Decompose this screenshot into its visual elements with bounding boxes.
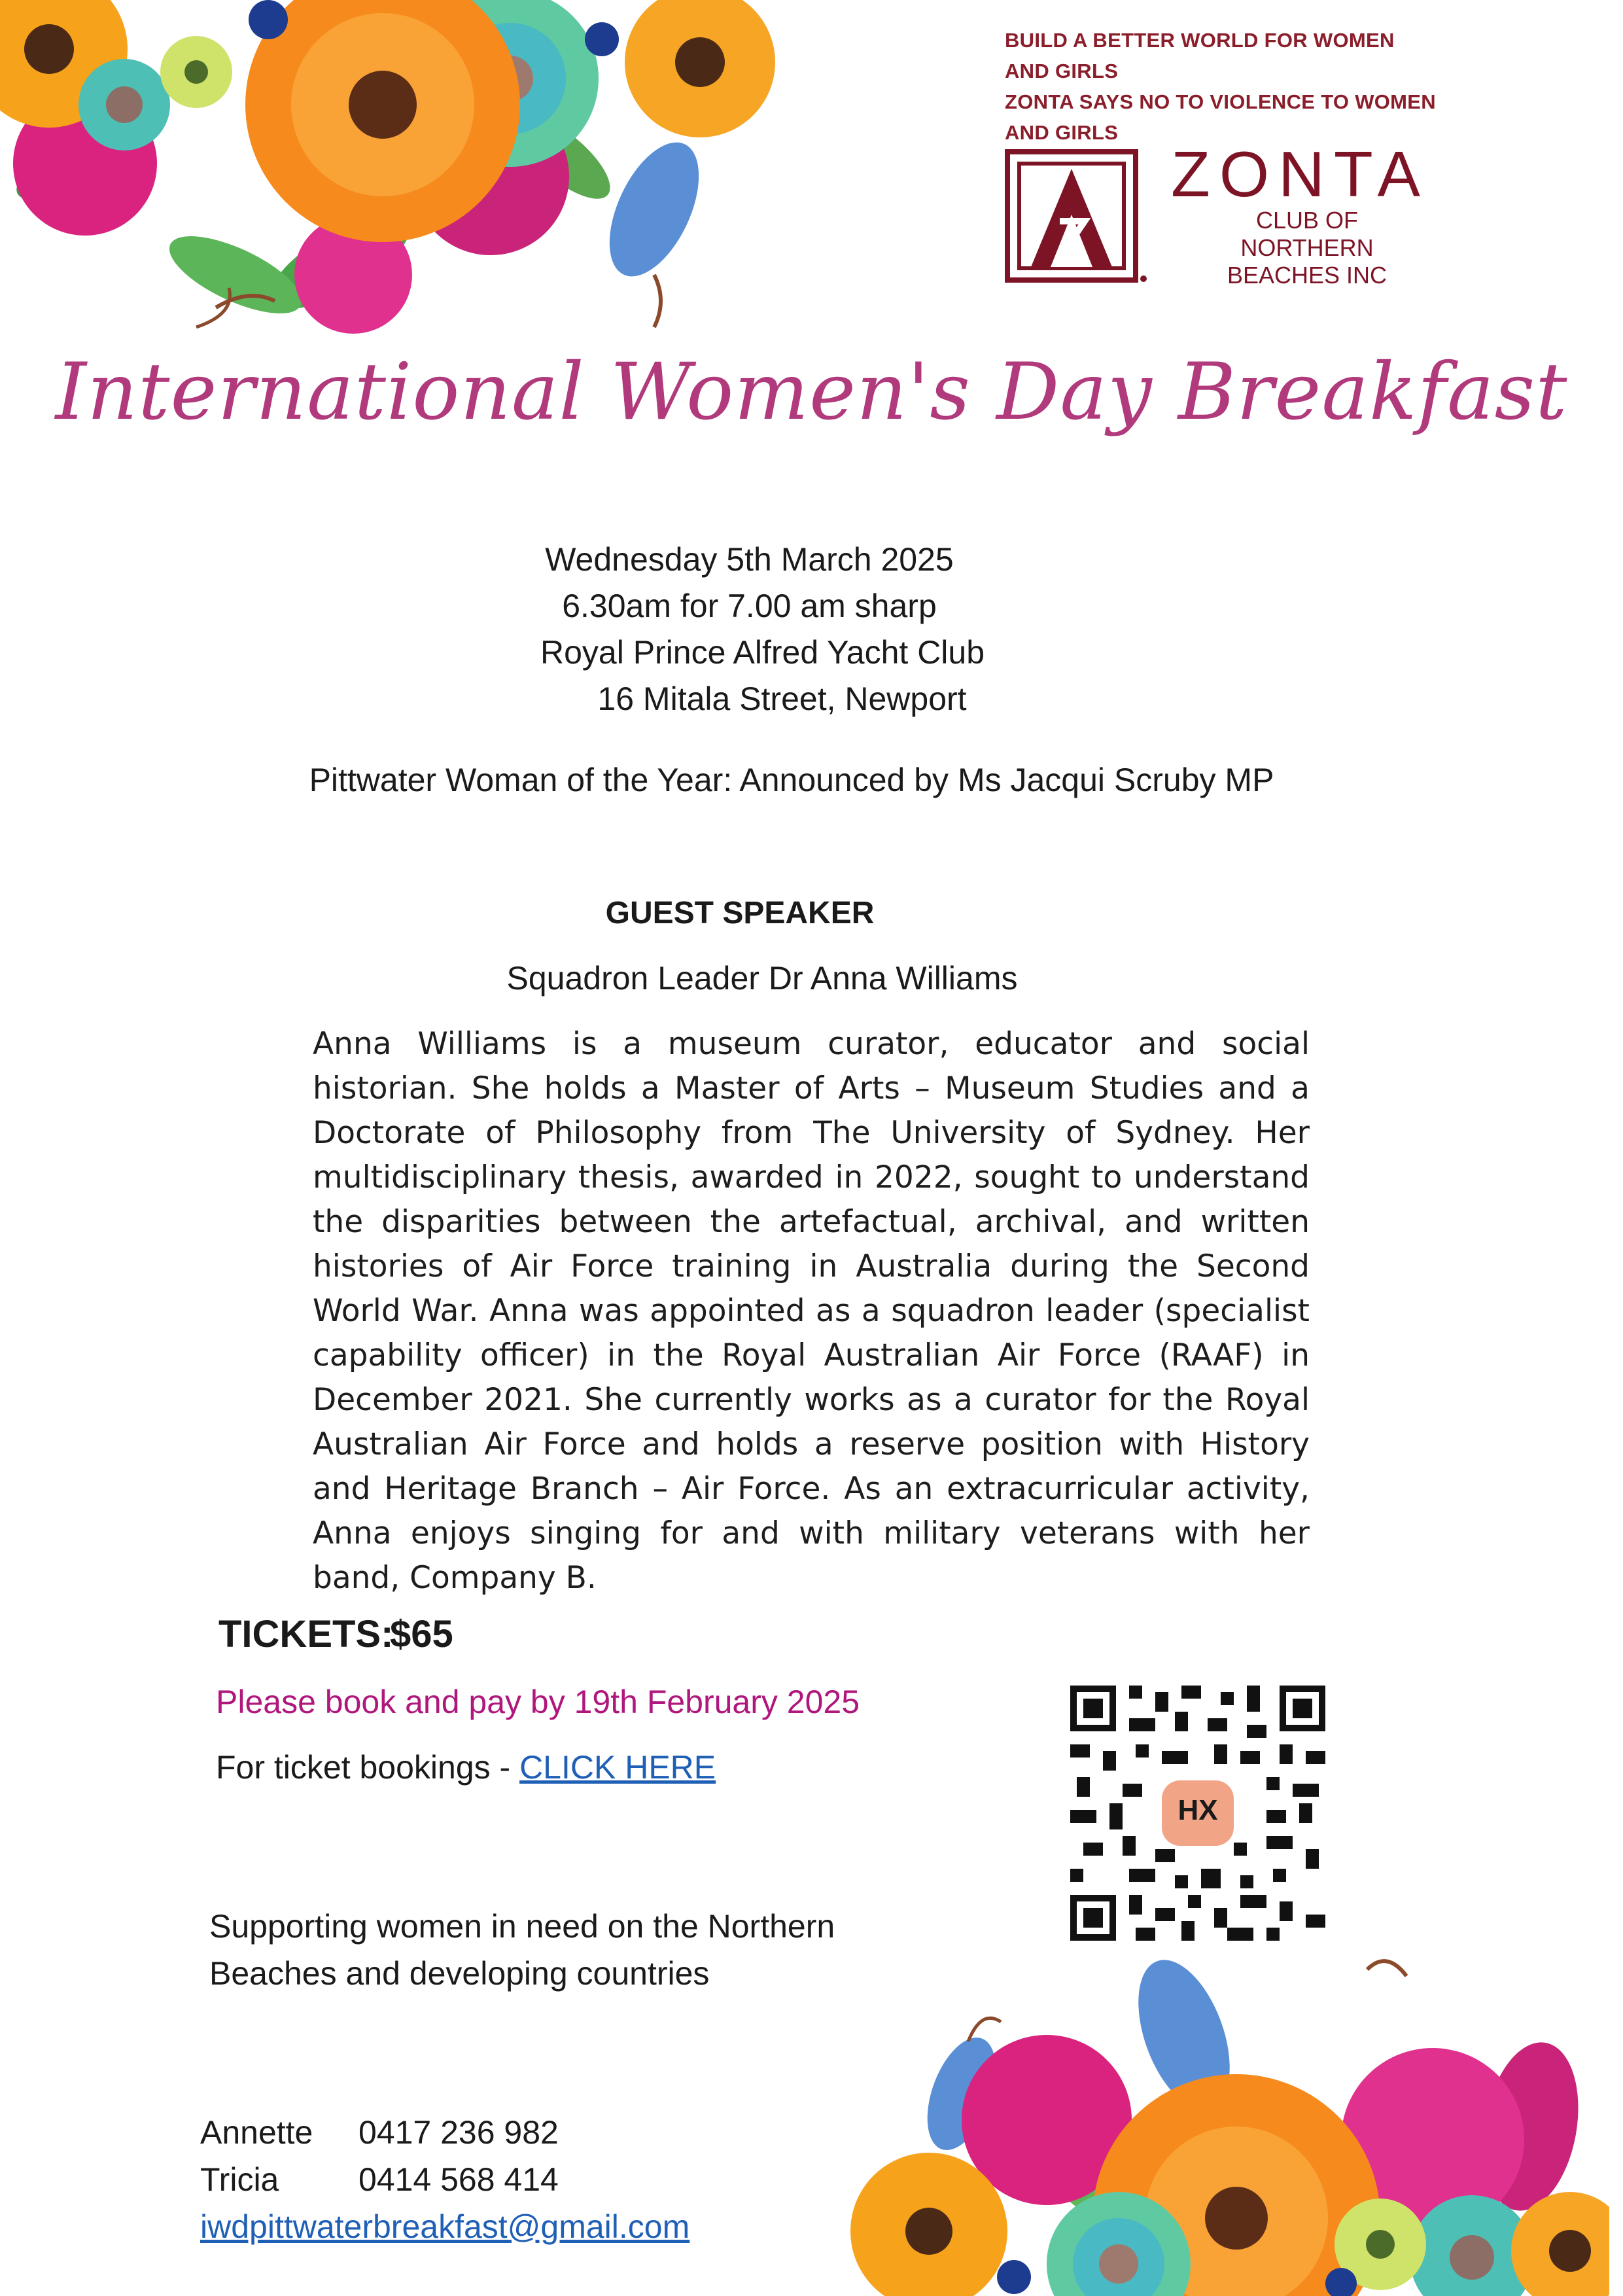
zonta-emblem-icon xyxy=(1005,149,1150,287)
zonta-club-name xyxy=(1222,207,1392,289)
contact-name: Tricia xyxy=(200,2161,279,2198)
contact-email-link[interactable]: iwdpittwaterbreakfast@gmail.com xyxy=(200,2208,690,2245)
slogan-line: BUILD A BETTER WORLD FOR WOMEN xyxy=(1005,29,1395,52)
club-line: NORTHERN xyxy=(1240,234,1374,261)
contact-phone: 0414 568 414 xyxy=(358,2161,559,2198)
flowers-bottom-icon xyxy=(844,1956,1609,2296)
qr-code-icon[interactable] xyxy=(1070,1686,1325,1941)
support-line: Beaches and developing countries xyxy=(209,1955,710,1992)
guest-speaker-heading: GUEST SPEAKER xyxy=(605,896,875,930)
guest-speaker-name: Squadron Leader Dr Anna Williams xyxy=(506,960,1018,997)
slogan-line: ZONTA SAYS NO TO VIOLENCE TO WOMEN xyxy=(1005,90,1436,113)
event-venue: Royal Prince Alfred Yacht Club xyxy=(540,634,985,671)
contact-phone: 0417 236 982 xyxy=(358,2114,559,2151)
event-announcement: Pittwater Woman of the Year: Announced by Ms Jacqui Scruby MP xyxy=(309,762,1274,798)
tickets-label: TICKETS: xyxy=(218,1613,394,1655)
club-line: CLUB OF xyxy=(1255,207,1359,234)
booking-line xyxy=(216,1748,716,1786)
slogan-line: AND GIRLS xyxy=(1005,121,1119,144)
support-line: Supporting women in need on the Northern xyxy=(209,1908,835,1945)
booking-link[interactable]: CLICK HERE xyxy=(519,1749,716,1786)
tickets-price: $65 xyxy=(390,1613,453,1655)
qr-logo-text: HX xyxy=(1178,1794,1218,1826)
contact-name: Annette xyxy=(200,2114,313,2151)
support-statement xyxy=(209,1903,929,1997)
book-by-notice: Please book and pay by 19th February 2025 xyxy=(216,1684,860,1720)
slogan-line: AND GIRLS xyxy=(1005,60,1119,82)
event-date: Wednesday 5th March 2025 xyxy=(545,541,954,578)
booking-prefix: For ticket bookings - xyxy=(216,1749,520,1786)
flowers-top-icon xyxy=(0,0,798,366)
event-time: 6.30am for 7.00 am sharp xyxy=(562,588,937,624)
page-title: International Women's Day Breakfast xyxy=(55,347,1568,438)
zonta-name: ZONTA xyxy=(1171,138,1429,210)
event-address: 16 Mitala Street, Newport xyxy=(597,680,967,717)
club-line: BEACHES INC xyxy=(1227,262,1387,289)
guest-speaker-bio: Anna Williams is a museum curator, educator and social historian. She holds a Master of Arts – Museum Studies and a Doctorate of Philosophy from The University of Sydney. Her multidisciplinary thesis, awarded in 2022, sought to understand the disparities between the artefactual, archival, and written histories of Air Force training in Australia during the Second World War. Anna was appointed as a squadron leader (specialist capability officer) in the Royal Australian Air Force (RAAF) in December 2021. She currently works as a curator for the Royal Australian Air Force and holds a reserve position with History and Heritage Branch – Air Force. As an extracurricular activity, Anna enjoys singing for and with military veterans with her band, Company B. xyxy=(313,1026,1310,1596)
zonta-slogans xyxy=(1005,25,1463,148)
